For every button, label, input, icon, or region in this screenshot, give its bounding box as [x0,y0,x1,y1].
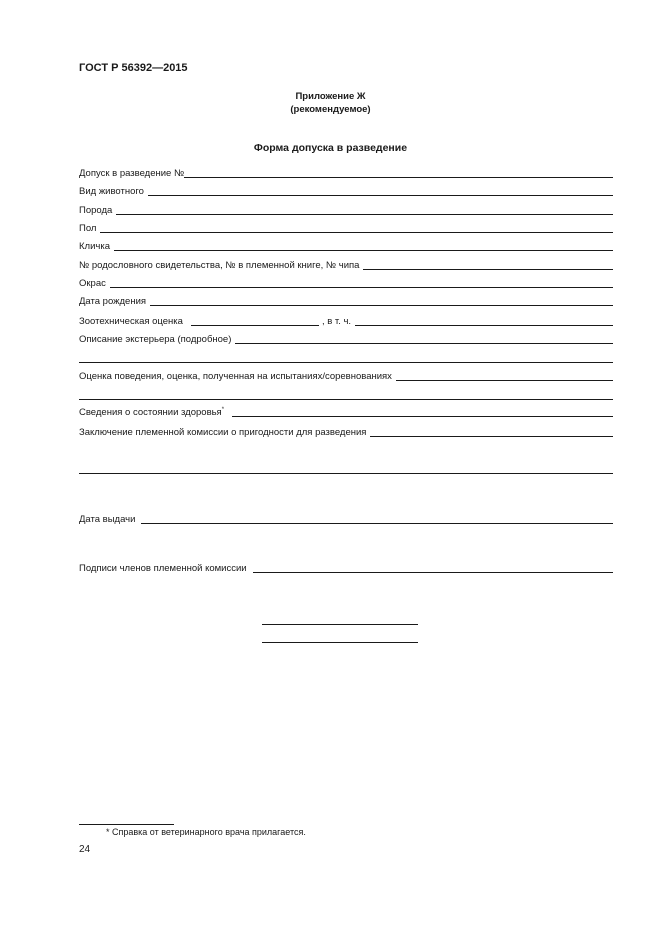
field-issue-date [79,514,613,525]
standard-number: ГОСТ Р 56392—2015 [79,62,188,74]
blank-line [114,250,613,251]
footnote-text: * Справка от ветеринарного врача прилагается. [106,827,306,837]
field-breed [79,205,613,216]
field-label: Подписи членов племенной комиссии [79,563,247,574]
blank-line [100,232,613,233]
field-label: Пол [79,223,97,234]
appendix-title: Приложение Ж [295,91,366,102]
blank-line [79,362,613,363]
field-exterior-description [79,334,613,345]
blank-line [370,436,613,437]
field-label: Описание экстерьера (подробное) [79,334,232,345]
blank-line [148,195,613,196]
blank-line [184,177,613,178]
field-label-including: , в т. ч. [321,316,352,327]
blank-line [355,325,613,326]
blank-line [150,305,613,306]
field-label: № родословного свидетельства, № в племенной книге, № чипа [79,260,360,271]
field-label: Окрас [79,278,106,289]
field-label: Вид животного [79,186,144,197]
field-pedigree-numbers [79,260,613,271]
field-sex [79,223,613,234]
field-admission-number [79,168,613,179]
field-label: Дата выдачи [79,514,136,525]
field-zootechnical-score [79,316,613,327]
appendix-subtitle: (рекомендуемое) [290,104,371,115]
blank-line [79,473,613,474]
field-health-status [79,407,613,418]
signature-line [262,624,418,625]
blank-line [116,214,613,215]
field-label: Заключение племенной комиссии о пригодности для разведения [79,427,367,438]
field-animal-species [79,186,613,197]
blank-line [396,380,613,381]
blank-line [141,523,613,524]
blank-line [110,287,613,288]
field-label [79,407,224,418]
field-color [79,278,613,289]
field-behavior-score [79,371,613,382]
footnote-mark: * [221,406,225,413]
blank-line [363,269,613,270]
field-birth-date [79,296,613,307]
field-label-text: Сведения о состоянии здоровья [79,407,222,418]
blank-line [253,572,613,573]
blank-line [232,416,613,417]
page-number: 24 [79,844,91,855]
field-label: Порода [79,205,113,216]
field-label: Оценка поведения, оценка, полученная на испытаниях/соревнованиях [79,371,392,382]
blank-line [191,325,319,326]
field-commission-signatures [79,563,613,574]
field-label: Дата рождения [79,296,147,307]
blank-line [235,343,613,344]
field-label: Допуск в разведение № [79,168,185,179]
signature-line [262,642,418,643]
blank-line [79,399,613,400]
field-label: Кличка [79,241,110,252]
footnote-rule [79,824,174,825]
field-commission-conclusion [79,427,613,438]
field-name [79,241,613,252]
form-title: Форма допуска в разведение [253,142,408,154]
field-label: Зоотехническая оценка [79,316,183,327]
